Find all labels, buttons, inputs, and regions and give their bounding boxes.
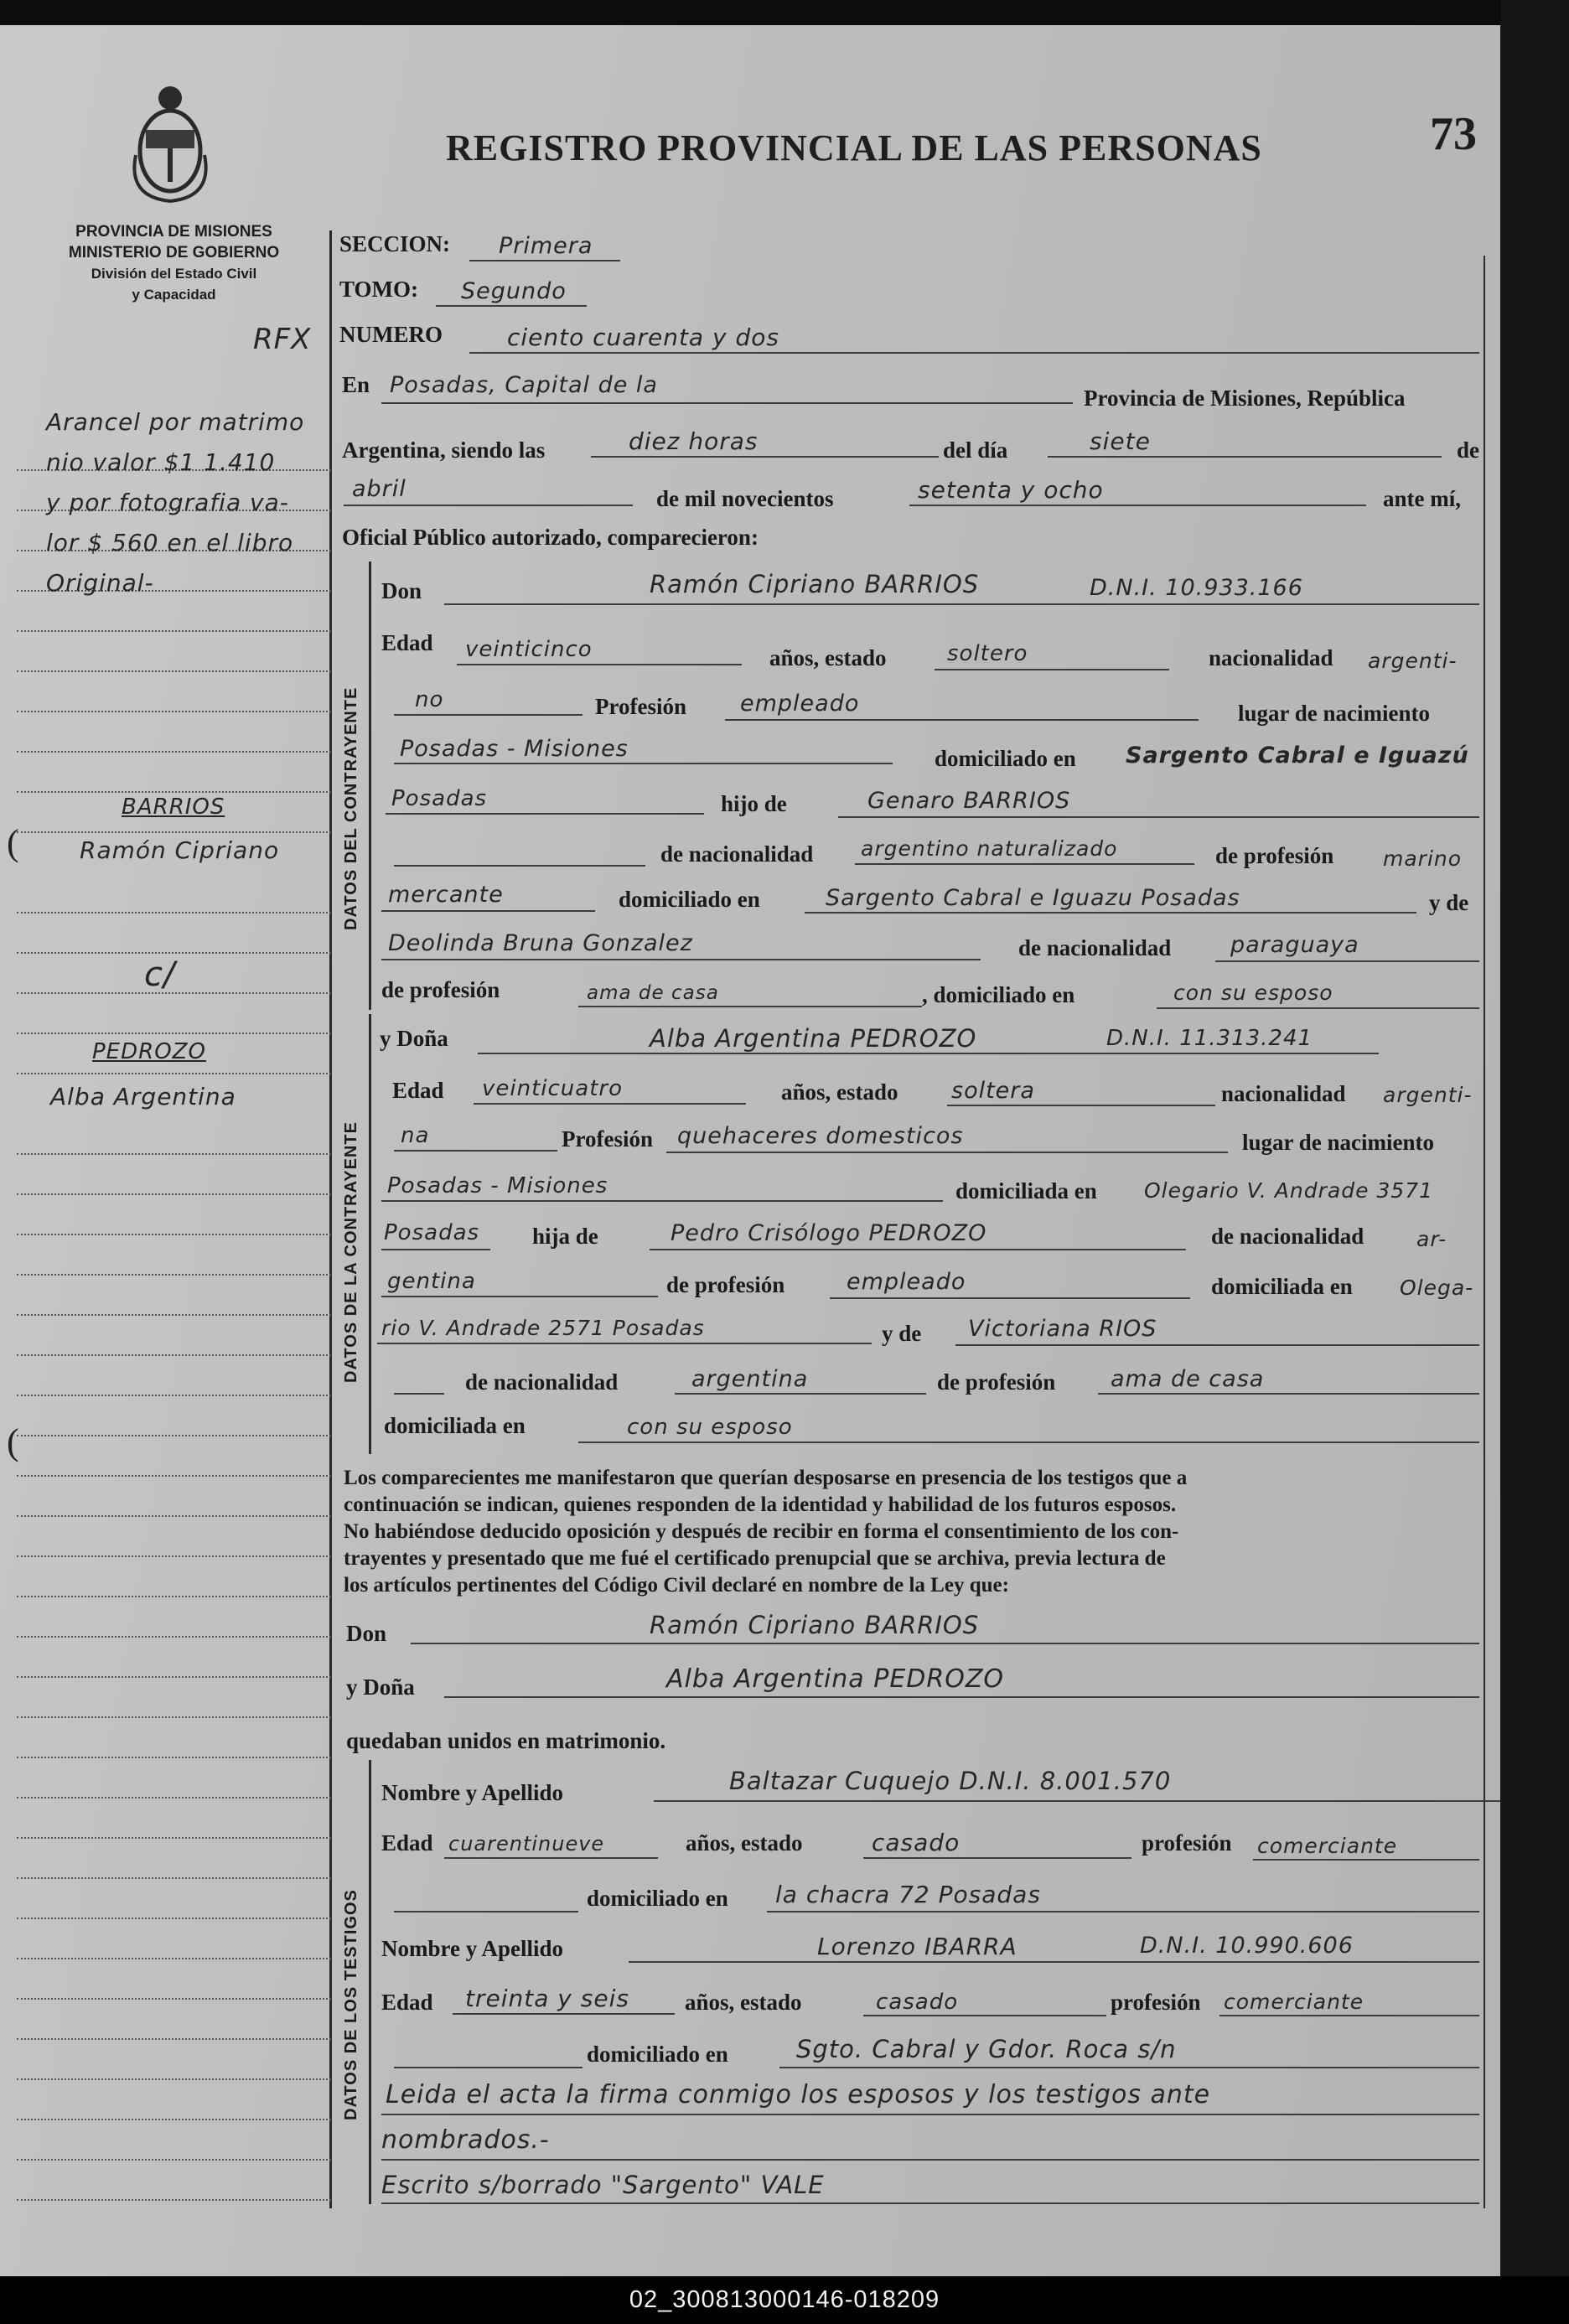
margin-groom-surname: BARRIOS xyxy=(122,795,225,820)
margin-connector: c/ xyxy=(144,955,176,994)
closing-line-2: nombrados.- xyxy=(381,2125,550,2155)
groom-father: Genaro BARRIOS xyxy=(867,788,1071,814)
w2-prof: comerciante xyxy=(1224,1990,1364,2014)
bride-nac-cont: na xyxy=(401,1123,430,1148)
bride-mother-dom-label: domiciliada en xyxy=(384,1413,526,1438)
groom-estado: soltero xyxy=(947,641,1028,666)
oficial-text: Oficial Público autorizado, comparecieron: xyxy=(342,525,759,550)
scan-footer: 02_300813000146-018209 xyxy=(0,2276,1569,2324)
w2-dni: D.N.I. 10.990.606 xyxy=(1140,1933,1354,1959)
org-division: División del Estado Civil xyxy=(91,266,257,282)
groom-nac: argenti- xyxy=(1368,649,1458,673)
w1-prof-label: profesión xyxy=(1142,1830,1232,1856)
w2-name: Lorenzo IBARRA xyxy=(817,1933,1018,1960)
margin-bride-name: Alba Argentina xyxy=(50,1083,236,1110)
w1-name-label: Nombre y Apellido xyxy=(381,1780,564,1805)
margin-groom-name: Ramón Cipriano xyxy=(80,836,280,864)
anio-value: setenta y ocho xyxy=(918,476,1104,504)
w2-name-label: Nombre y Apellido xyxy=(381,1936,564,1961)
groom-prof: empleado xyxy=(740,691,860,717)
numero-value: ciento cuarenta y dos xyxy=(507,323,779,351)
declaration-line: Los comparecientes me manifestaron que querían desposarse en presencia de los testigos que a xyxy=(344,1467,1188,1489)
declaration-line: trayentes y presentado que me fué el certificado prenupcial que se archiva, previa lectura de xyxy=(344,1547,1166,1570)
register-page xyxy=(0,25,1542,2280)
org-ministry: MINISTERIO DE GOBIERNO xyxy=(68,244,280,261)
groom-dom-city: Posadas xyxy=(391,786,488,811)
bride-mother-prof: ama de casa xyxy=(1111,1366,1265,1392)
bride-father-prof-label: de profesión xyxy=(666,1272,785,1297)
decl-bride-name: Alba Argentina PEDROZO xyxy=(666,1664,1004,1694)
bride-mother-prof-label: de profesión xyxy=(937,1369,1056,1395)
groom-lugar-label: lugar de nacimiento xyxy=(1238,701,1430,726)
w1-estado: casado xyxy=(872,1829,961,1856)
dia-value: siete xyxy=(1090,427,1151,455)
ante-mi-label: ante mí, xyxy=(1383,486,1461,511)
w2-edad-label: Edad xyxy=(381,1990,433,2015)
bride-prof-label: Profesión xyxy=(562,1126,653,1152)
declaration-line: continuación se indican, quienes responden de la identidad y habilidad de los futuros esposos. xyxy=(344,1493,1177,1516)
mother-nac-label: de nacionalidad xyxy=(1018,935,1172,960)
page-number: 73 xyxy=(1430,108,1477,160)
bride-dom-label: domiciliada en xyxy=(955,1178,1097,1203)
w1-dom-label: domiciliado en xyxy=(587,1886,728,1911)
bracket-mark: ( xyxy=(7,822,19,863)
groom-section-label: DATOS DEL CONTRAYENTE xyxy=(342,686,360,930)
seccion-value: Primera xyxy=(499,233,593,259)
groom-lugar: Posadas - Misiones xyxy=(400,736,629,762)
bride-father: Pedro Crisólogo PEDROZO xyxy=(671,1220,987,1246)
org-capacity: y Capacidad xyxy=(132,287,216,303)
mother-dom-label: , domiciliado en xyxy=(922,982,1075,1007)
bride-nac: argenti- xyxy=(1383,1083,1473,1107)
en-value: Posadas, Capital de la xyxy=(390,372,658,398)
closing-line-3: Escrito s/borrado "Sargento" VALE xyxy=(381,2171,825,2199)
father-prof-label: de profesión xyxy=(1215,843,1334,868)
w1-edad: cuarentinueve xyxy=(448,1832,605,1856)
father-dom: Sargento Cabral e Iguazu Posadas xyxy=(826,885,1240,911)
de-mil-label: de mil novecientos xyxy=(656,486,834,511)
father-nac-label: de nacionalidad xyxy=(660,841,814,867)
mother-prof: ama de casa xyxy=(587,982,719,1004)
mes-value: abril xyxy=(352,476,406,502)
bride-lugar-label: lugar de nacimiento xyxy=(1242,1130,1434,1155)
tomo-label: TOMO: xyxy=(339,277,418,302)
groom-edad: veinticinco xyxy=(465,637,593,662)
hija-de-label: hija de xyxy=(532,1224,598,1249)
mother-prof-label: de profesión xyxy=(381,977,500,1002)
numero-label: NUMERO xyxy=(339,322,443,347)
mother-dom: con su esposo xyxy=(1173,981,1333,1005)
w1-edad-label: Edad xyxy=(381,1830,433,1856)
groom-nac-cont: no xyxy=(415,687,444,712)
margin-ruled-lines xyxy=(17,25,331,2280)
margin-initials: RFX xyxy=(253,323,312,356)
fee-note-line: y por fotografia va- xyxy=(46,489,289,516)
seccion-label: SECCION: xyxy=(339,231,451,256)
father-prof-cont: mercante xyxy=(388,882,504,908)
tomo-value: Segundo xyxy=(461,278,567,304)
bride-lugar: Posadas - Misiones xyxy=(387,1173,608,1198)
argentina-text: Argentina, siendo las xyxy=(342,437,546,463)
org-province: PROVINCIA DE MISIONES xyxy=(75,223,272,241)
witnesses-section-border xyxy=(369,1760,371,2204)
bride-section-label: DATOS DE LA CONTRAYENTE xyxy=(342,1121,360,1383)
w1-anios-label: años, estado xyxy=(686,1830,803,1856)
bride-father-dom-cont: rio V. Andrade 2571 Posadas xyxy=(381,1316,705,1340)
provincia-text: Provincia de Misiones, República xyxy=(1084,386,1406,411)
decl-groom-name: Ramón Cipriano BARRIOS xyxy=(650,1611,980,1639)
father-dom-label: domiciliado en xyxy=(619,887,760,912)
del-dia-label: del día xyxy=(943,437,1008,463)
w1-prof: comerciante xyxy=(1257,1834,1398,1858)
witnesses-section-label: DATOS DE LOS TESTIGOS xyxy=(342,1889,360,2120)
w2-dom-label: domiciliado en xyxy=(587,2042,728,2067)
bride-dni: D.N.I. 11.313.241 xyxy=(1106,1026,1313,1051)
unidos-text: quedaban unidos en matrimonio. xyxy=(346,1728,666,1753)
w1-dom: la chacra 72 Posadas xyxy=(775,1881,1041,1908)
groom-dni: D.N.I. 10.933.166 xyxy=(1090,575,1303,601)
bride-edad-label: Edad xyxy=(392,1078,444,1103)
de-label: de xyxy=(1457,437,1479,463)
bride-section-border xyxy=(369,1014,371,1454)
groom-prof-label: Profesión xyxy=(595,694,686,719)
bride-edad: veinticuatro xyxy=(482,1076,623,1101)
w2-edad: treinta y seis xyxy=(465,1985,629,2012)
bracket-mark: ( xyxy=(7,1421,19,1462)
page-title: REGISTRO PROVINCIAL DE LAS PERSONAS xyxy=(446,127,1262,168)
father-prof: marino xyxy=(1383,846,1463,871)
bride-father-dom: Olega- xyxy=(1400,1276,1474,1300)
w2-prof-label: profesión xyxy=(1111,1990,1201,2015)
groom-edad-label: Edad xyxy=(381,630,433,655)
hijo-de-label: hijo de xyxy=(721,791,787,816)
groom-nac-label: nacionalidad xyxy=(1209,645,1333,670)
horas-value: diez horas xyxy=(629,427,759,455)
fee-note-line: nio valor $1 1.410 xyxy=(46,448,276,476)
declaration-line: No habiéndose deducido oposición y después de recibir en forma el consentimiento de los con- xyxy=(344,1520,1179,1543)
bride-father-nac-label: de nacionalidad xyxy=(1211,1224,1364,1249)
bride-mother-nac: argentina xyxy=(691,1366,809,1392)
w2-anios-label: años, estado xyxy=(685,1990,802,2015)
w1-name: Baltazar Cuquejo D.N.I. 8.001.570 xyxy=(729,1767,1172,1795)
fee-note-line: Original- xyxy=(46,569,154,597)
decl-don-label: Don xyxy=(346,1621,387,1646)
don-label: Don xyxy=(381,578,422,603)
fee-note-line: lor $ 560 en el libro xyxy=(46,529,294,556)
groom-dom-label: domiciliado en xyxy=(935,746,1076,771)
en-label: En xyxy=(342,372,370,397)
mother-nac: paraguaya xyxy=(1230,932,1359,958)
father-nac: argentino naturalizado xyxy=(861,836,1118,861)
bride-name: Alba Argentina PEDROZO xyxy=(650,1024,977,1053)
dona-label: y Doña xyxy=(380,1026,448,1051)
margin-fee-note xyxy=(46,402,304,603)
declaration-text xyxy=(344,1465,1484,1599)
declaration-line: los artículos pertinentes del Código Civil declaré en nombre de la Ley que: xyxy=(344,1574,1009,1597)
bride-father-prof: empleado xyxy=(847,1269,966,1295)
bride-father-nac: ar- xyxy=(1416,1227,1447,1251)
bride-anios-label: años, estado xyxy=(781,1079,898,1105)
groom-mother: Deolinda Bruna Gonzalez xyxy=(388,930,693,956)
closing-line-1: Leida el acta la firma conmigo los esposos y los testigos ante xyxy=(386,2080,1211,2109)
bride-mother-dom: con su esposo xyxy=(627,1415,793,1440)
right-border xyxy=(1484,256,1485,2208)
bride-dom-city: Posadas xyxy=(384,1220,480,1245)
bride-estado: soltera xyxy=(951,1078,1035,1104)
fee-note-line: Arancel por matrimo xyxy=(46,408,305,436)
bride-mother-nac-label: de nacionalidad xyxy=(465,1369,619,1395)
groom-anios-label: años, estado xyxy=(769,645,887,670)
bride-y-de-label: y de xyxy=(882,1321,922,1346)
margin-bride-surname: PEDROZO xyxy=(92,1039,206,1064)
groom-section-border xyxy=(369,562,371,1010)
bride-father-dom-label: domiciliada en xyxy=(1211,1274,1353,1299)
groom-name: Ramón Cipriano BARRIOS xyxy=(650,570,980,598)
w2-estado: casado xyxy=(876,1990,959,2015)
y-de-label: y de xyxy=(1429,890,1469,915)
bride-prof: quehaceres domesticos xyxy=(677,1123,964,1149)
bride-dom: Olegario V. Andrade 3571 xyxy=(1144,1178,1434,1203)
decl-dona-label: y Doña xyxy=(346,1674,415,1700)
w2-dom: Sgto. Cabral y Gdor. Roca s/n xyxy=(796,2035,1177,2063)
bride-nac-label: nacionalidad xyxy=(1221,1081,1346,1106)
page-edge-shadow xyxy=(1500,0,1569,2324)
groom-dom: Sargento Cabral e Iguazú xyxy=(1126,743,1469,769)
bride-father-nac-cont: gentina xyxy=(387,1269,476,1294)
bride-mother: Victoriana RIOS xyxy=(968,1316,1157,1342)
